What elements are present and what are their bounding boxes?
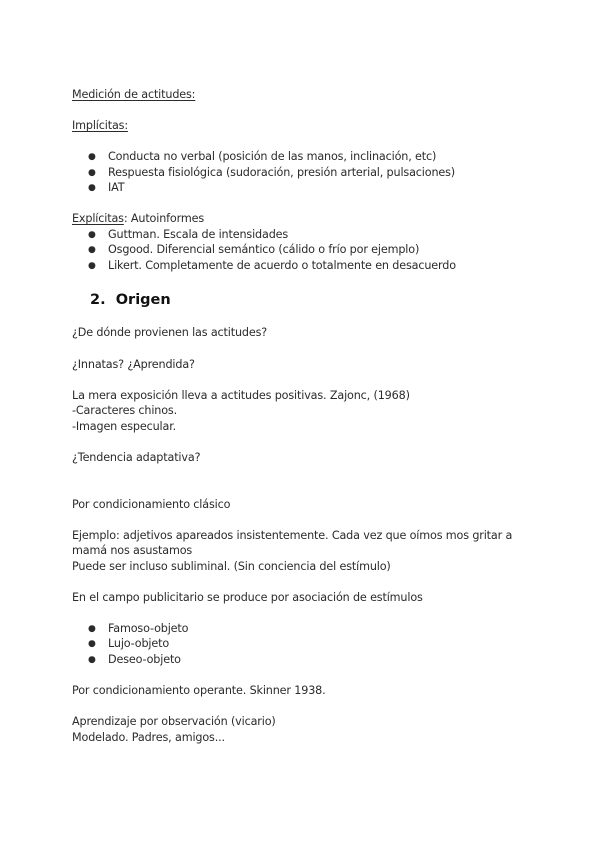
paragraph: ¿Innatas? ¿Aprendida? [72,358,195,371]
list-item: Guttman. Escala de intensidades [108,228,289,241]
list-item: Conducta no verbal (posición de las manos, inclinación, etc) [108,150,437,163]
bullet-icon: ● [88,230,96,240]
section-number: 2. [90,292,106,308]
paragraph: Aprendizaje por observación (vicario) [72,715,276,728]
list-item: IAT [108,181,125,194]
bullet-icon: ● [88,245,96,255]
paragraph: ¿De dónde provienen las actitudes? [72,326,268,339]
paragraph: Por condicionamiento operante. Skinner 1938. [72,684,326,697]
bullet-icon: ● [88,152,96,162]
explicitas-rest: : Autoinformes [123,212,205,225]
paragraph: Puede ser incluso subliminal. (Sin conciencia del estímulo) [72,560,391,573]
section-title: Origen [115,292,171,308]
list-item: Likert. Completamente de acuerdo o totalmente en desacuerdo [108,259,456,272]
paragraph: -Imagen especular. [72,420,177,433]
paragraph: mamá nos asustamos [72,544,193,557]
bullet-icon: ● [88,655,96,665]
paragraph: La mera exposición lleva a actitudes positivas. Zajonc, (1968) [72,389,410,402]
paragraph: Por condicionamiento clásico [72,498,231,511]
bullet-icon: ● [88,261,96,271]
section-heading [90,290,171,310]
paragraph: Ejemplo: adjetivos apareados insistentemente. Cada vez que oímos mos gritar a [72,529,513,542]
list-item: Osgood. Diferencial semántico (cálido o frío por ejemplo) [108,243,420,256]
paragraph: ¿Tendencia adaptativa? [72,451,201,464]
paragraph: Modelado. Padres, amigos... [72,731,225,744]
list-item: Deseo-objeto [108,653,181,666]
list-item: Respuesta fisiológica (sudoración, presión arterial, pulsaciones) [108,166,456,179]
bullet-icon: ● [88,624,96,634]
bullet-icon: ● [88,639,96,649]
explicitas-label: Explícitas [72,212,124,225]
bullet-icon: ● [88,168,96,178]
implicitas-label: Implícitas: [72,119,128,132]
medicion-title: Medición de actitudes: [72,88,196,101]
list-item: Famoso-objeto [108,622,189,635]
paragraph: En el campo publicitario se produce por asociación de estímulos [72,591,423,604]
paragraph: -Caracteres chinos. [72,404,178,417]
explicitas-line [72,211,204,227]
list-item: Lujo-objeto [108,637,170,650]
bullet-icon: ● [88,183,96,193]
